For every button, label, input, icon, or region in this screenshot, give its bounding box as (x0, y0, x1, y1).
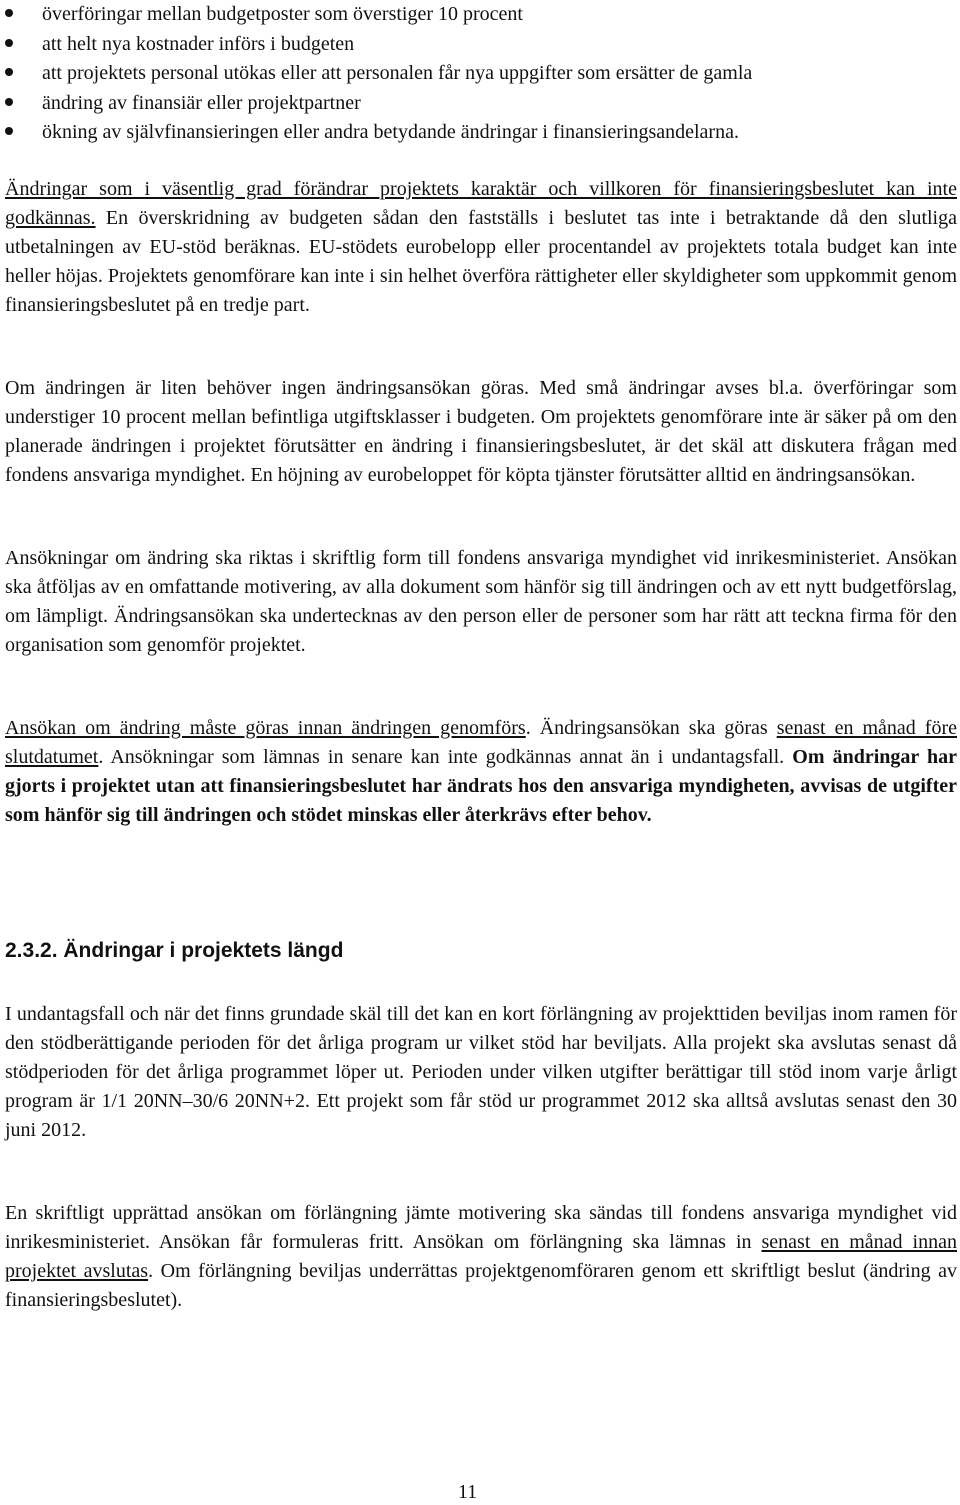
paragraph-application-timing: Ansökan om ändring måste göras innan ändringen genomförs. Ändringsansökan ska göras senast en månad före slutdatumet. Ansökningar som lämnas in senare kan inte godkännas annat än i undantagsfall. Om ändringar har gjorts i projektet utan att finansieringsbeslutet har ändrats hos den ansvariga myndigheten, avvisas de utgifter som hänför sig till ändringen och stödet minskas eller återkrävs efter behov. (5, 717, 958, 826)
list-item-text: överföringar mellan budgetposter som överstiger 10 procent (42, 3, 523, 25)
list-item-text: ändring av finansiär eller projektpartner (42, 91, 361, 114)
list-item (5, 0, 957, 30)
paragraph-extension-application: En skriftligt upprättad ansökan om förlängning jämte motivering ska sändas till fondens ansvariga myndighet vid inrikesministeriet. Ansökan får formuleras fritt. Ansökan om förlängning ska lämnas in senast en månad innan projektet avslutas. Om förlängning beviljas underrättas projektgenomföraren genom ett skriftligt beslut (ändring av finansieringsbeslutet). (5, 1202, 957, 1311)
paragraph-application-form: Ansökningar om ändring ska riktas i skriftlig form till fondens ansvariga myndighet vid inrikesministeriet. Ansökan ska åtföljas av en omfattande motivering, av alla dokument som hänför sig till ändringen och av ett nytt budgetförslag, om lämpligt. Ändringsansökan ska undertecknas av den person eller de personer som har rätt att teckna firma för den organisation som genomför projektet. (5, 547, 957, 656)
paragraph-extension: I undantagsfall och när det finns grundade skäl till det kan en kort förlängning av projekttiden beviljas inom ramen för den stödberättigande perioden för det årliga program ur vilket stöd har beviljats. Alla projekt ska avslutas senast då stödperioden för det årliga programmet löper ut. Perioden under vilken utgifter berättigar till stöd inom varje årligt program är 1/1 20NN–30/6 20NN+2. Ett projekt som får stöd ur programmet 2012 ska alltså avslutas senast den 30 juni 2012. (5, 1003, 957, 1141)
list-item (5, 30, 957, 60)
list-item (5, 59, 957, 89)
underlined-text: senast en månad före slutdatumet (5, 717, 958, 768)
list-item (5, 118, 957, 148)
list-item-text: ökning av självfinansieringen eller andra betydande ändringar i finansieringsandelarna. (42, 121, 739, 143)
underlined-text: senast en månad innan projektet avslutas (5, 1231, 957, 1282)
bullet-icon (5, 9, 13, 17)
section-heading: 2.3.2. Ändringar i projektets längd (5, 939, 344, 962)
underlined-text: Ändringar som i väsentlig grad förändrar projektets karaktär och villkoren för finansieringsbeslutet kan inte godkännas. (5, 178, 957, 229)
bullet-icon (5, 68, 13, 76)
underlined-text: Ansökan om ändring måste göras innan ändringen genomförs (5, 717, 526, 739)
page-number: 11 (457, 1481, 478, 1503)
paragraph-small-changes: Om ändringen är liten behöver ingen ändringsansökan göras. Med små ändringar avses bl.a. överföringar som understiger 10 procent mellan befintliga utgiftsklasser i budgeten. Om projektets genomförare inte är säker på om den planerade ändringen i projektet förutsätter en ändring i finansieringsbeslutet, är det skäl att diskutera frågan med fondens ansvariga myndighet. En höjning av eurobeloppet för köpta tjänster förutsätter alltid en ändringsansökan. (5, 377, 957, 486)
bullet-icon (5, 39, 13, 47)
list-item (5, 89, 957, 119)
bullet-icon (5, 127, 13, 135)
list-item-text: att helt nya kostnader införs i budgeten (42, 32, 355, 55)
list-item-text: att projektets personal utökas eller att personalen får nya uppgifter som ersätter de gamla (42, 62, 753, 84)
bullet-icon (5, 98, 13, 106)
bold-warning: Om ändringar har gjorts i projektet utan att finansieringsbeslutet har ändrats hos den ansvariga myndigheten, avvisas de utgifter som hänför sig till ändringen och stödet minskas eller återkrävs efter behov. (5, 746, 957, 826)
paragraph-changes-not-approved: Ändringar som i väsentlig grad förändrar projektets karaktär och villkoren för finansieringsbeslutet kan inte godkännas. En överskridning av budgeten sådan den fastställs i beslutet tas inte i betraktande då den slutliga utbetalningen av EU-stöd beräknas. EU-stödets eurobelopp eller procentandel av projektets totala budget kan inte heller höjas. Projektets genomförare kan inte i sin helhet överföra rättigheter eller skyldigheter som uppkommit genom finansieringsbeslutet på en tredje part. (5, 178, 957, 316)
change-list (5, 0, 957, 148)
